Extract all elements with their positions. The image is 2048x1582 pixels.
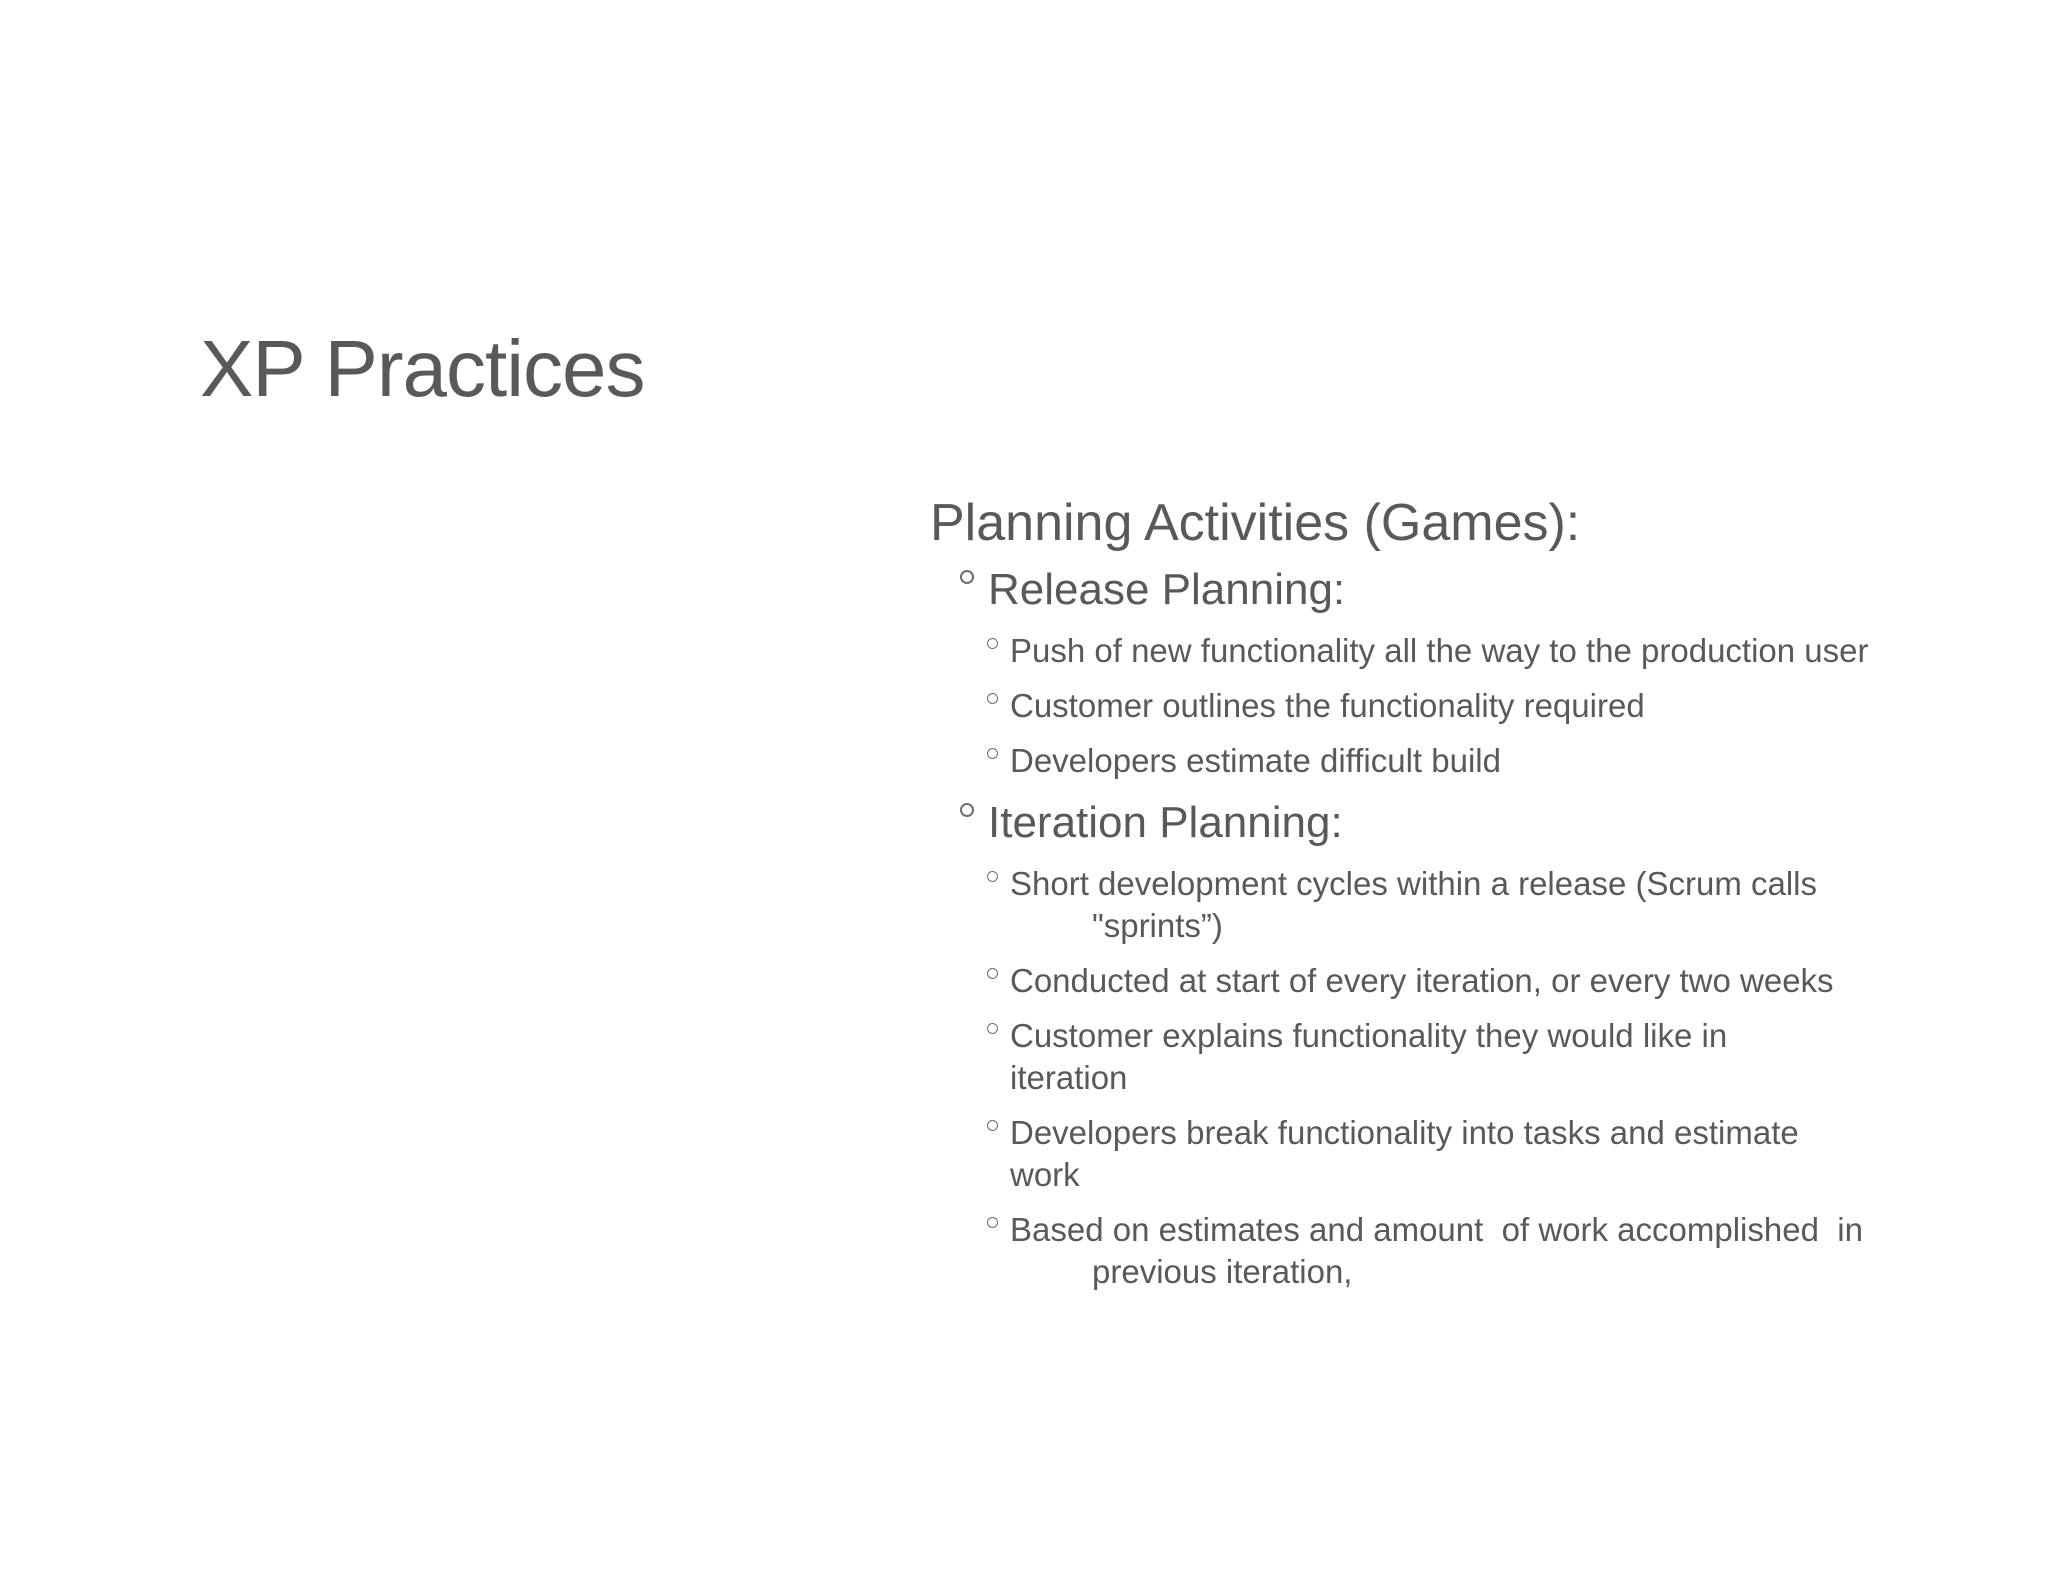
slide-title: XP Practices [200,324,645,413]
planning-heading: Planning Activities (Games): [930,494,1581,552]
list-item-text [1010,863,1910,947]
hollow-circle-bullet-icon [987,1023,998,1034]
section-label: Release Planning: [988,565,1346,614]
hollow-circle-bullet-icon [960,803,974,817]
section-label: Iteration Planning: [988,798,1343,847]
hollow-circle-bullet-icon [987,638,998,649]
list-item-line: previous iteration, [1092,1253,1353,1290]
list-item-line: Short development cycles within a release (Scrum calls [1010,865,1818,902]
hollow-circle-bullet-icon [987,968,998,979]
list-item [930,863,2020,947]
list-item-text: Developers estimate difficult build [1010,742,1501,779]
list-item [930,740,2020,782]
list-item-text: Customer outlines the functionality required [1010,687,1645,724]
hollow-circle-bullet-icon [987,693,998,704]
iteration-planning-list [930,863,2020,1293]
release-planning-list [930,630,2020,782]
list-item-text [1010,1209,1910,1293]
slide-content [930,490,2020,1306]
hollow-circle-bullet-icon [987,1217,998,1228]
list-item-line: "sprints”) [1092,907,1223,944]
list-item [930,1015,2020,1099]
list-item-text: Conducted at start of every iteration, or every two weeks [1010,962,1834,999]
hollow-circle-bullet-icon [987,748,998,759]
list-item [930,630,2020,672]
list-item [930,1112,2020,1196]
list-item [930,1209,2020,1293]
list-item [930,685,2020,727]
list-item-text: Developers break functionality into tasks and estimate work [1010,1114,1799,1193]
list-item-text: Customer explains functionality they would like in iteration [1010,1017,1728,1096]
list-item [930,960,2020,1002]
section-release-planning [930,562,2020,618]
hollow-circle-bullet-icon [960,570,974,584]
list-item-text: Push of new functionality all the way to the production user [1010,632,1869,669]
section-iteration-planning [930,795,2020,851]
list-item-line: Based on estimates and amount of work accomplished in [1010,1211,1863,1248]
hollow-circle-bullet-icon [987,871,998,882]
hollow-circle-bullet-icon [987,1120,998,1131]
